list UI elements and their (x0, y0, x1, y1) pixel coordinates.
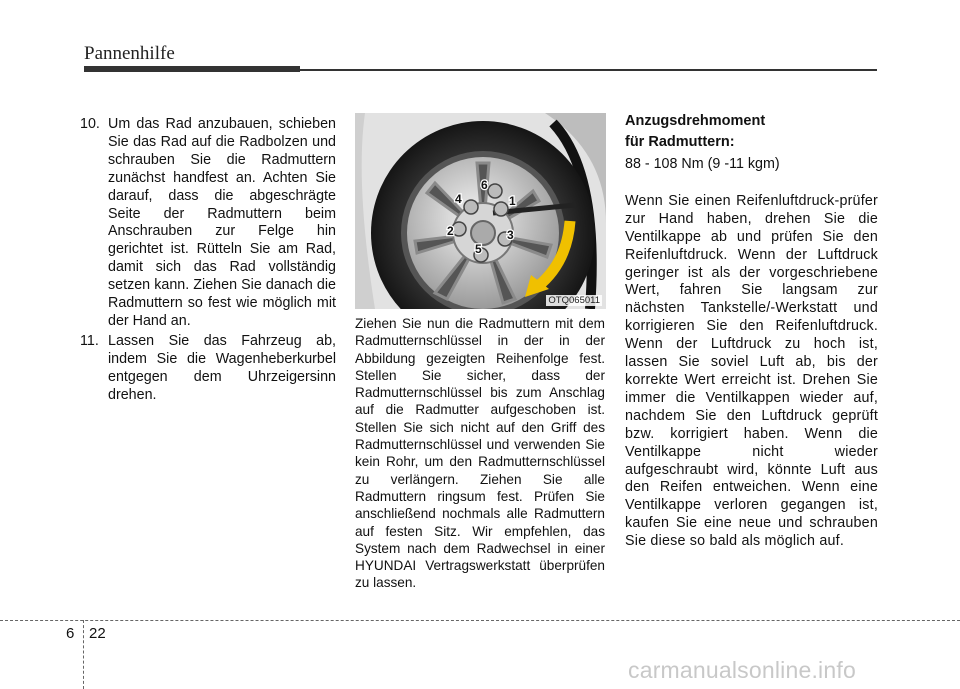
wheel-illustration (355, 113, 606, 309)
header-rule-thick (84, 66, 300, 72)
column-torque (625, 111, 878, 551)
step-number: 10. (80, 116, 100, 132)
page-number: 22 (89, 625, 106, 642)
step-text: Um das Rad anzubauen, schieben Sie das Rad auf die Radbolzen und schrauben Sie die Radmuttern zunächst handfest an. Achten Sie darauf, dass die abgeschrägte Seite der Radmuttern beim Anschrauben zur Felge hin gerichtet ist. Rütteln Sie am Rad, damit sich das Rad vollständig setzen kann. Ziehen Sie danach die Radmuttern so fest wie möglich mit der Hand an. (108, 116, 336, 329)
step-number: 11. (80, 332, 99, 349)
torque-value: 88 - 108 Nm (9 -11 kgm) (625, 156, 780, 172)
torque-title-line2: für Radmuttern: (625, 134, 735, 150)
header-rule-thin (300, 69, 877, 71)
page-header-title: Pannenhilfe (84, 43, 175, 64)
chapter-number: 6 (66, 625, 75, 642)
torque-title-line1: Anzugsdrehmoment (625, 113, 766, 129)
nut-label-5: 5 (475, 242, 482, 256)
tightening-text: Ziehen Sie nun die Radmuttern mit dem Radmutternschlüssel in der in der Abbildung gezeigten Reihenfolge fest. Stellen Sie sicher, dass der Radmutternschlüssel bis zum Anschlag auf die Radmutter aufgeschoben ist. Stellen Sie sich nicht auf den Griff des Radmutternschlüssel und verwenden Sie kein Rohr, um den Radmutternschlüssel zu verlängern. Ziehen Sie alle Radmuttern ringsum fest. Prüfen Sie anschließend nochmals alle Radmuttern auf festen Sitz. Wir empfehlen, das System nach dem Radwechsel in einer HYUNDAI Vertragswerkstatt überprüfen zu lassen. (355, 316, 605, 591)
column-tightening-instructions (355, 315, 605, 592)
wheel-nut-tightening-figure (355, 113, 606, 309)
step-text: Lassen Sie das Fahrzeug ab, indem Sie die Wagenheberkurbel entgegen dem Uhrzeigersinn drehen. (108, 332, 336, 403)
nut-label-6: 6 (481, 178, 488, 192)
step-10 (80, 116, 336, 331)
nut-label-1: 1 (509, 194, 516, 208)
footer-vertical-dash (83, 620, 84, 689)
column-steps (80, 116, 336, 407)
figure-code: OTQ065011 (548, 295, 600, 306)
footer-dashed-line (0, 620, 960, 621)
nut-label-4: 4 (455, 192, 462, 206)
nut-label-3: 3 (507, 228, 514, 242)
tire-pressure-paragraph: Wenn Sie einen Reifenluftdruck-prüfer zur Hand haben, drehen Sie die Ventilkappe ab und prüfen Sie den Reifenluftdruck. Wenn der Luftdruck geringer ist als der vorgeschriebene Wert, fahren Sie langsam zur nächsten Tankstelle/-Werkstatt und korrigieren Sie den Reifenluftdruck. Wenn der Luftdruck zu hoch ist, lassen Sie soviel Luft ab, bis der korrekte Wert erreicht ist. Drehen Sie immer die Ventilkappen wieder auf, nachdem Sie den Luftdruck geprüft bzw. korrigiert haben. Wenn die Ventilkappe nicht wieder aufgeschraubt wird, könnte Luft aus den Reifen entweichen. Wenn eine Ventilkappe verloren gegangen ist, kaufen Sie eine neue und schrauben Sie diese so bald als möglich auf. (625, 192, 878, 550)
watermark: carmanualsonline.info (628, 657, 856, 683)
nut-label-2: 2 (447, 224, 454, 238)
step-11 (80, 333, 336, 405)
